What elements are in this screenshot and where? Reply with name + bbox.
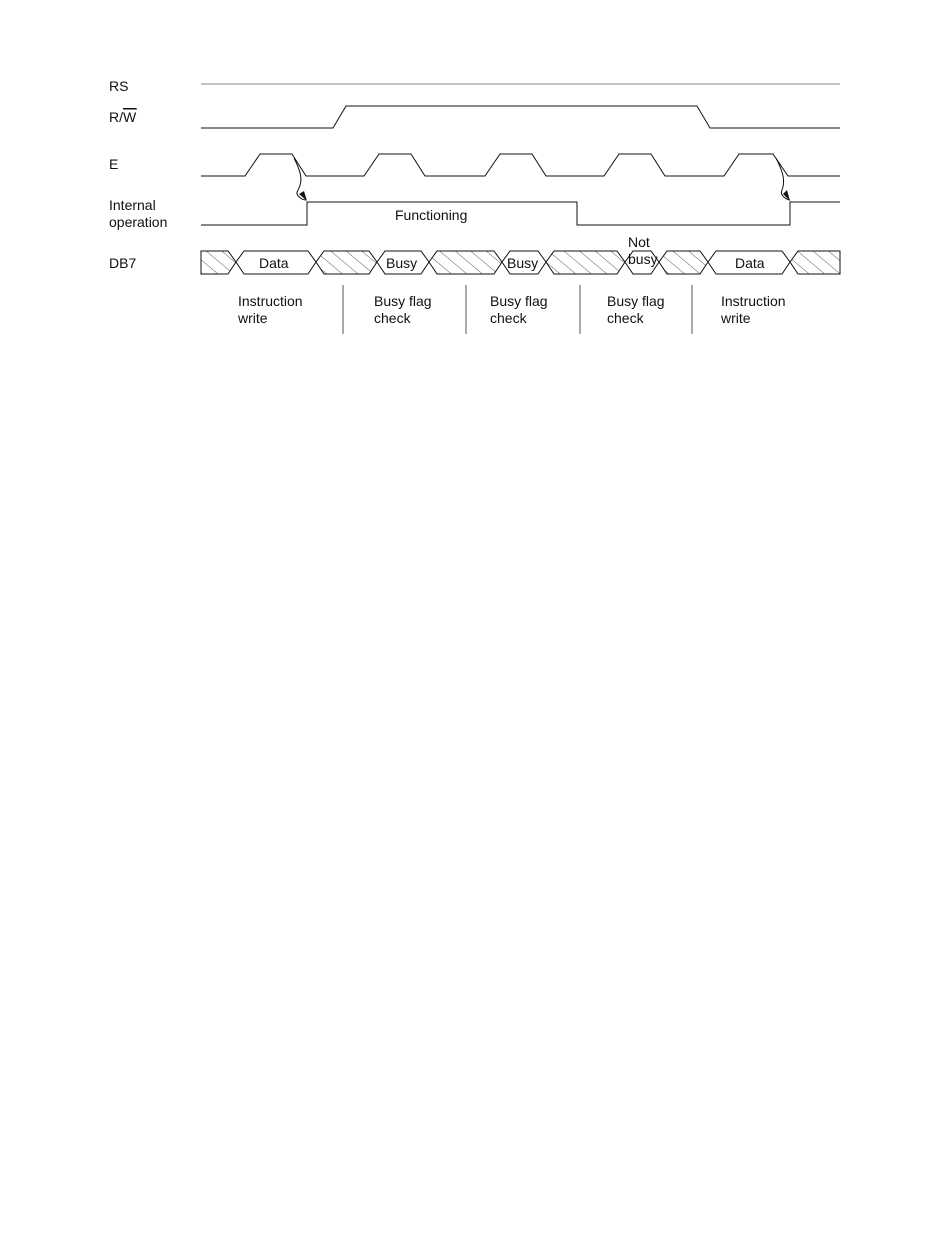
- db7-notbusy-label-line2: busy: [628, 251, 658, 267]
- phase-label-1-line2: write: [238, 310, 268, 326]
- db7-data-label-1: Data: [259, 255, 289, 271]
- phase-label-3-line1: Busy flag: [490, 293, 548, 309]
- phase-label-1-line1: Instruction: [238, 293, 303, 309]
- phase-label-5-line1: Instruction: [721, 293, 786, 309]
- label-db7: DB7: [109, 255, 137, 271]
- label-rw-prefix: R/: [109, 109, 123, 125]
- db7-busy-label-1: Busy: [386, 255, 418, 271]
- db7-data-label-2: Data: [735, 255, 765, 271]
- label-rs: RS: [109, 78, 129, 94]
- phase-label-4-line1: Busy flag: [607, 293, 665, 309]
- db7-invalid-6: [790, 251, 840, 274]
- db7-busy-label-2: Busy: [507, 255, 539, 271]
- db7-invalid-2: [316, 251, 377, 274]
- functioning-label: Functioning: [395, 207, 468, 223]
- db7-invalid-4: [546, 251, 625, 274]
- label-e: E: [109, 156, 119, 172]
- phase-label-3-line2: check: [490, 310, 527, 326]
- label-rw-bar: W: [123, 109, 137, 125]
- phase-label-5-line2: write: [721, 310, 751, 326]
- phase-label-2-line2: check: [374, 310, 411, 326]
- db7-invalid-5: [659, 251, 708, 274]
- internal-waveform: [201, 202, 840, 225]
- label-internal-line2: operation: [109, 214, 168, 230]
- label-rw: [109, 109, 137, 125]
- phase-label-4-line2: check: [607, 310, 644, 326]
- phase-label-2-line1: Busy flag: [374, 293, 432, 309]
- db7-invalid-1: [201, 251, 236, 274]
- rw-waveform: [201, 106, 840, 128]
- db7-notbusy-label-line1: Not: [628, 234, 650, 250]
- label-internal-line1: Internal: [109, 197, 156, 213]
- db7-invalid-3: [429, 251, 502, 274]
